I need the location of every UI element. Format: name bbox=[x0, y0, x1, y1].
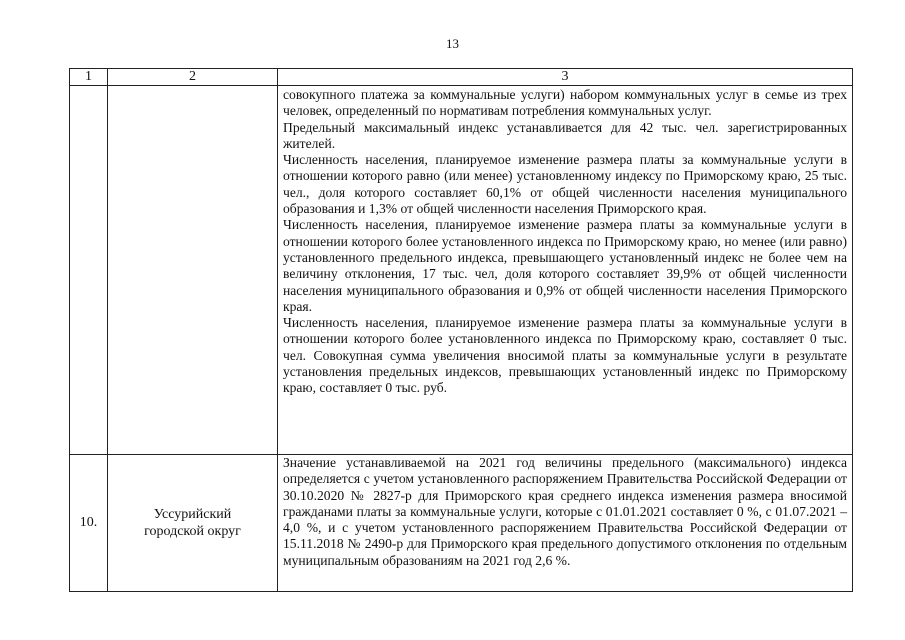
table-row bbox=[70, 455, 853, 592]
column-header-2: 2 bbox=[108, 69, 278, 86]
municipality-name-line: Уссурийский bbox=[153, 507, 232, 522]
column-header-1: 1 bbox=[70, 69, 108, 86]
paragraph: Предельный максимальный индекс устанавливается для 42 тыс. чел. зарегистрированных жителей. bbox=[283, 119, 847, 151]
municipality-name-line: городской округ bbox=[144, 524, 241, 539]
row-number-cell bbox=[70, 86, 108, 455]
description-cell bbox=[278, 455, 853, 592]
table-row bbox=[70, 86, 853, 455]
description-cell bbox=[278, 86, 853, 455]
municipality-cell bbox=[108, 86, 278, 455]
paragraph: Численность населения, планируемое изменение размера платы за коммунальные услуги в отношении которого более установленного индекса по Приморскому краю, но менее (или равно) установленного предельного индекса, превышающего установленный индекс не более чем на величину отклонения, 17 тыс. чел, доля которого составляет 39,9% от общей численности населения муниципального образования и 0,9% от общей численности населения Приморского края. bbox=[283, 217, 847, 314]
row-number-cell: 10. bbox=[70, 455, 108, 592]
page-number: 13 bbox=[446, 36, 459, 51]
paragraph: совокупного платежа за коммунальные услуги) набором коммунальных услуг в семье из трех человек, определенный по нормативам потребления коммунальных услуг. bbox=[283, 87, 847, 119]
paragraph: Значение устанавливаемой на 2021 год величины предельного (максимального) индекса определяется с учетом установленного распоряжением Правительства Российской Федерации от 30.10.2020 № 2827-р для Приморского края среднего индекса изменения размера вносимой гражданами платы за коммунальные услуги, которые с 01.01.2021 составляет 0 %, с 01.07.2021 – 4,0 %, и с учетом установленного распоряжением Правительства Российской Федерации от 15.11.2018 № 2490-р для Приморского края предельного допустимого отклонения по отдельным муниципальным образованиям на 2021 год 2,6 %. bbox=[283, 455, 847, 568]
column-header-3: 3 bbox=[278, 69, 853, 86]
data-table bbox=[69, 68, 853, 592]
paragraph: Численность населения, планируемое изменение размера платы за коммунальные услуги в отношении которого равно (или менее) установленному индексу по Приморскому краю, 25 тыс. чел., доля которого составляет 60,1% от общей численности населения муниципального образования и 1,3% от общей численности населения Приморского края. bbox=[283, 152, 847, 217]
municipality-cell bbox=[108, 455, 278, 592]
table-header-row bbox=[70, 69, 853, 86]
paragraph: Численность населения, планируемое изменение размера платы за коммунальные услуги в отношении которого более установленного индекса по Приморскому краю, составляет 0 тыс. чел. Совокупная сумма увеличения вносимой платы за коммунальные услуги в результате установления предельных индексов, превышающих установленный индекс по Приморскому краю, составляет 0 тыс. руб. bbox=[283, 315, 847, 396]
